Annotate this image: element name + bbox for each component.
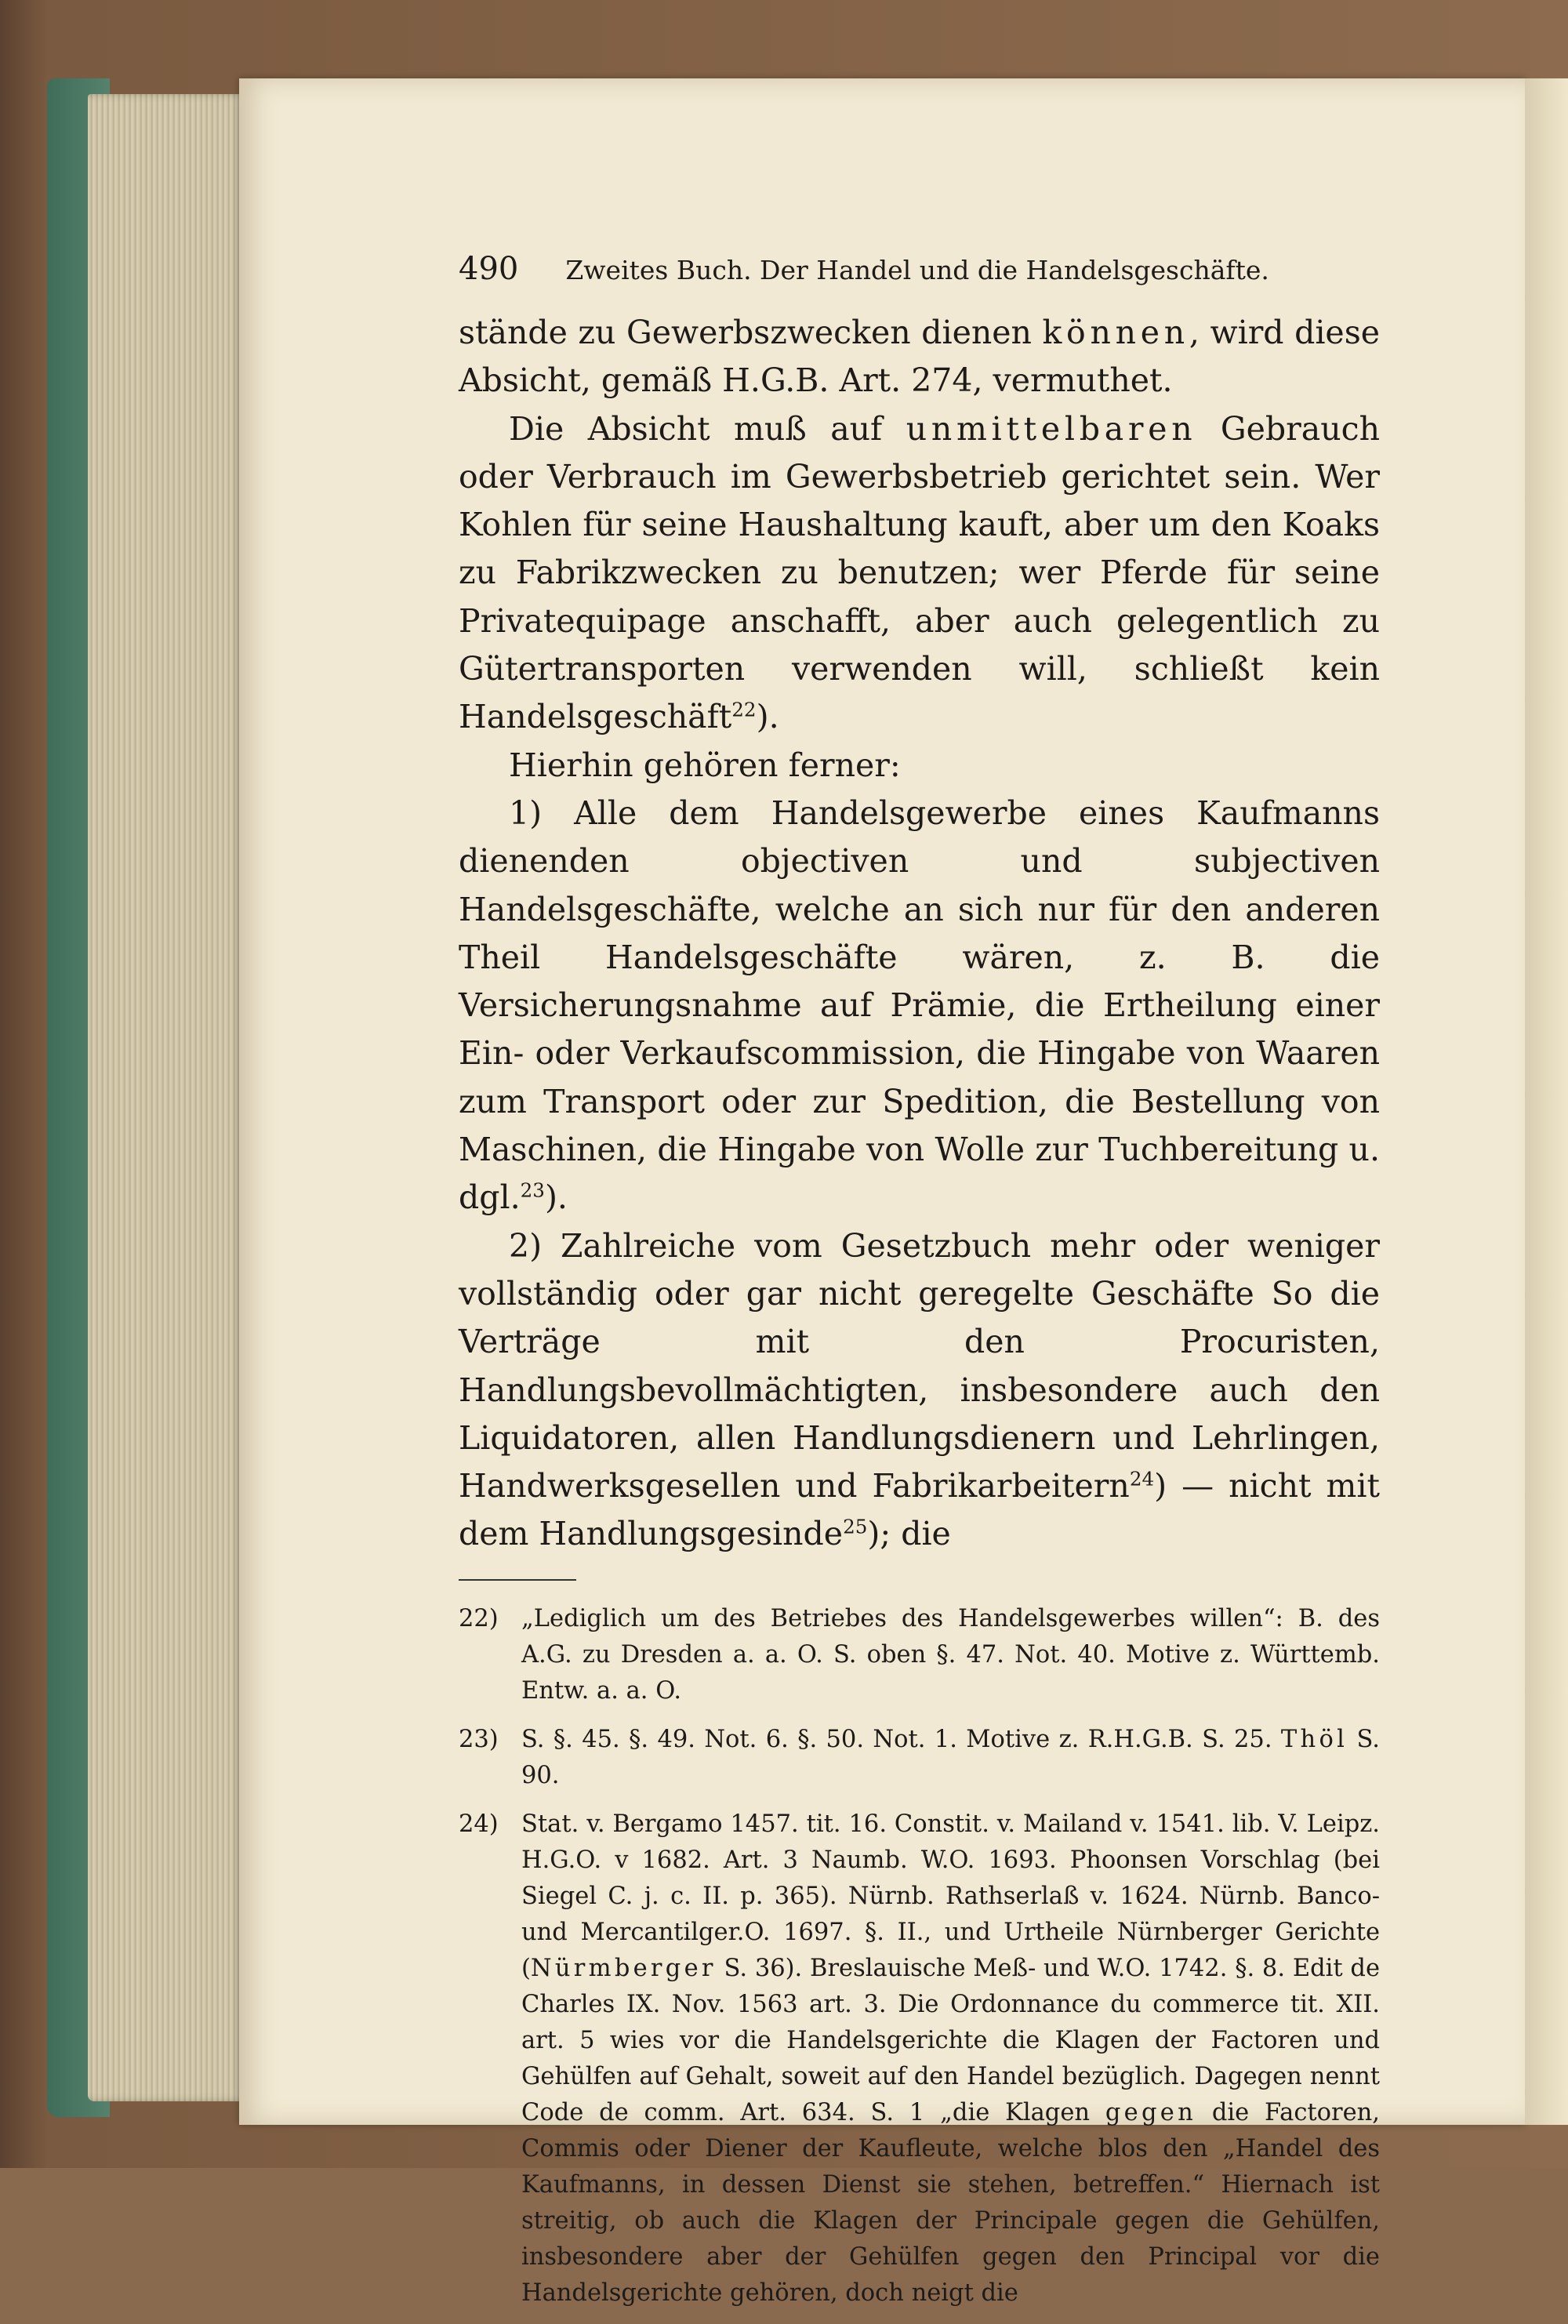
paragraph-1 [459, 309, 1380, 405]
text-run: ). [756, 698, 779, 736]
text-run: ); die [867, 1515, 951, 1553]
paragraph-5 [459, 1222, 1380, 1559]
footnote-text: „Lediglich um des Betriebes des Handelsgewerbes willen“: B. des A.G. zu Dresden a. a. O. S. oben §. 47. Not. 40. Motive z. Württemb. Entw. a. a. O. [521, 1604, 1380, 1705]
footnote-number: 22) [459, 1604, 499, 1632]
text-run: stände zu Gewerbszwecken dienen [459, 314, 1043, 351]
spaced-emphasis: Thöl [1280, 1725, 1348, 1753]
footnote-number: 24) [459, 1810, 499, 1838]
text-run: Die Absicht muß auf [509, 409, 906, 448]
footnote-text [521, 1722, 1380, 1794]
running-head [459, 251, 1380, 287]
spaced-emphasis: Nürmberger [530, 1954, 717, 1982]
text-run: S. 36). Breslauische Meß- und W.O. 1742. §. 8. Edit de Charles IX. Nov. 1563 art. 3. Die Ordonnance du commerce tit. XII. art. 5 wies vor die Handelsgerichte die Klagen der Factoren und Gehülfen auf Gehalt, soweit auf den Handel bezüglich. Dagegen nennt Code de comm. Art. 634. S. 1 „die Klagen [521, 1954, 1380, 2126]
page-number: 490 [459, 251, 519, 287]
footnote-number: 23) [459, 1725, 499, 1753]
text-run: ) — nicht mit dem Handlungsgesinde [459, 1467, 1380, 1553]
footnote-22 [459, 1601, 1380, 1709]
text-run: Stat. v. Bergamo 1457. tit. 16. Constit. v. Mailand v. 1541. lib. V. Leipz. H.G.O. v 1682. Art. 3 Naumb. W.O. 1693. Phoonsen Vorschlag (bei Siegel C. j. c. II. p. 365). Nürnb. Rathserlaß v. 1624. Nürnb. Banco- und Mercantilger.O. 1697. §. II., und Urtheile Nürnberger Gerichte ( [521, 1810, 1380, 1982]
text-run: Gebrauch oder Verbrauch im Gewerbsbetrieb gerichtet sein. Wer Kohlen für seine Haushaltung kauft, aber um den Koaks zu Fabrikzwecken zu benutzen; wer Pferde für seine Privatequipage anschafft, aber auch gelegentlich zu Gütertransporten verwenden will, schließt kein Handelsgeschäft [459, 409, 1380, 736]
paragraph-3: Hierhin gehören ferner: [509, 746, 901, 784]
running-title: Zweites Buch. Der Handel und die Handelsgeschäfte. [565, 255, 1269, 285]
footnote-ref: 23 [520, 1178, 545, 1202]
paragraph-2 [459, 405, 1380, 742]
text-run: , wird diese Absicht, gemäß H.G.B. Art. 274, vermuthet. [459, 314, 1381, 400]
text-run: 2) Zahlreiche vom Gesetzbuch mehr oder weniger vollständig oder gar nicht geregelte Geschäfte So die Verträge mit den Procuristen, Handlungsbevollmächtigten, insbesondere auch den Liquidatoren, allen Handlungsdienern und Lehrlingen, Handwerksgesellen und Fabrikarbeitern [459, 1226, 1380, 1505]
spaced-emphasis: unmittelbaren [906, 409, 1197, 448]
footnote-divider [459, 1579, 576, 1581]
footnote-ref: 25 [843, 1515, 868, 1538]
body-text [459, 309, 1380, 1559]
text-run: S. §. 45. §. 49. Not. 6. §. 50. Not. 1. Motive z. R.H.G.B. S. 25. [521, 1725, 1281, 1753]
page-stack-edges [88, 94, 245, 2101]
footnote-23 [459, 1722, 1380, 1794]
spaced-emphasis: gegen [1105, 2098, 1197, 2126]
footnote-ref: 22 [731, 698, 757, 721]
footnote-24 [459, 1807, 1380, 2311]
footnotes [459, 1601, 1380, 2311]
footnote-ref: 24 [1129, 1467, 1155, 1491]
text-run: S. 90. [521, 1725, 1380, 1789]
facing-page-edge [1525, 78, 1568, 2125]
paragraph-4 [459, 790, 1380, 1222]
spaced-emphasis: können [1042, 314, 1189, 351]
page-content [459, 251, 1380, 2324]
text-run: 1) Alle dem Handelsgewerbe eines Kaufmanns dienenden objectiven und subjectiven Handelsgeschäfte, welche an sich nur für den anderen Theil Handelsgeschäfte wären, z. B. die Versicherungsnahme auf Prämie, die Ertheilung einer Ein- oder Verkaufscommission, die Hingabe von Waaren zum Transport oder zur Spedition, die Bestellung von Maschinen, die Hingabe von Wolle zur Tuchbereitung u. dgl. [459, 793, 1380, 1217]
footnote-text [521, 1807, 1380, 2311]
text-run: die Factoren, Commis oder Diener der Kaufleute, welche blos den „Handel des Kaufmanns, in dessen Dienst sie stehen, betreffen.“ Hiernach ist streitig, ob auch die Klagen der Principale gegen die Gehülfen, insbesondere aber der Gehülfen gegen den Principal vor die Handelsgerichte gehören, doch neigt die [521, 2098, 1380, 2307]
text-run: ). [544, 1178, 568, 1217]
